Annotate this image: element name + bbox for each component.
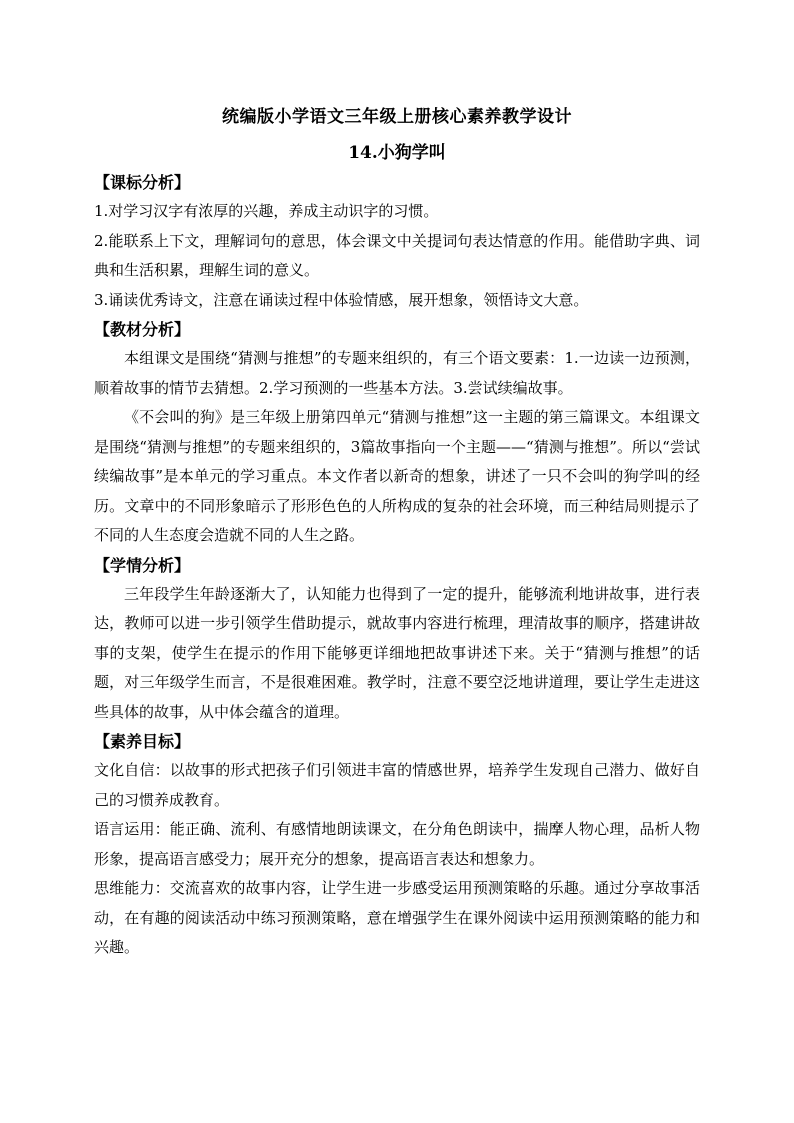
section-student-analysis — [94, 551, 700, 728]
lesson-title: 14.小狗学叫 — [348, 143, 446, 163]
textbook-paragraph-1: 本组课文是围绕“猜测与推想”的专题来组织的，有三个语文要素：1.一边读一边预测，顺着故事的情节去猜想。2.学习预测的一些基本方法。3.尝试续编故事。 — [94, 349, 700, 397]
section-curriculum-analysis — [94, 168, 700, 315]
document-title: 统编版小学语文三年级上册核心素养教学设计 — [222, 107, 572, 127]
section-heading-textbook: 【教材分析】 — [94, 320, 191, 339]
curriculum-item-2: 2.能联系上下文，理解词句的意思，体会课文中关提词句表达情意的作用。能借助字典、词典和生活积累，理解生词的意义。 — [94, 231, 700, 279]
section-heading-curriculum: 【课标分析】 — [94, 173, 191, 192]
goal-item-cultural-confidence: 文化自信：以故事的形式把孩子们引领进丰富的情感世界，培养学生发现自己潜力、做好自己的习惯养成教育。 — [94, 761, 700, 809]
students-paragraph: 三年段学生年龄逐渐大了，认知能力也得到了一定的提升，能够流利地讲故事，进行表达，教师可以进一步引领学生借助提示，就故事内容进行梳理，理清故事的顺序，搭建讲故事的支架，使学生在提示的作用下能够更详细地把故事讲述下来。关于“猜测与推想”的话题，对三年级学生而言，不是很难困难。教学时，注意不要空泛地讲道理，要让学生走进这些具体的故事，从中体会蕴含的道理。 — [94, 584, 700, 721]
section-heading-goals: 【素养目标】 — [94, 732, 191, 751]
document-content — [94, 102, 700, 963]
curriculum-item-1: 1.对学习汉字有浓厚的兴趣，养成主动识字的习惯。 — [94, 202, 439, 220]
curriculum-item-3: 3.诵读优秀诗文，注意在诵读过程中体验情感，展开想象，领悟诗文大意。 — [94, 290, 589, 309]
section-heading-students: 【学情分析】 — [94, 555, 191, 575]
section-literacy-goals — [94, 727, 700, 963]
textbook-paragraph-2: 《不会叫的狗》是三年级上册第四单元“猜测与推想”这一主题的第三篇课文。本组课文是围绕“猜测与推想”的专题来组织的，3篇故事指向一个主题——“猜测与推想”。所以“尝试续编故事”是本单元的学习重点。本文作者以新奇的想象，讲述了一只不会叫的狗学叫的经历。文章中的不同形象暗示了形形色色的人所构成的复杂的社会环境，而三种结局则提示了不同的人生态度会造就不同的人生之路。 — [94, 408, 700, 544]
section-textbook-analysis — [94, 315, 700, 551]
goal-item-language-use: 语言运用：能正确、流利、有感情地朗读课文，在分角色朗读中，揣摩人物心理，品析人物形象，提高语言感受力；展开充分的想象，提高语言表达和想象力。 — [94, 820, 700, 868]
goal-item-thinking-ability: 思维能力：交流喜欢的故事内容，让学生进一步感受运用预测策略的乐趣。通过分享故事活动，在有趣的阅读活动中练习预测策略，意在增强学生在课外阅读中运用预测策略的能力和兴趣。 — [94, 879, 700, 956]
